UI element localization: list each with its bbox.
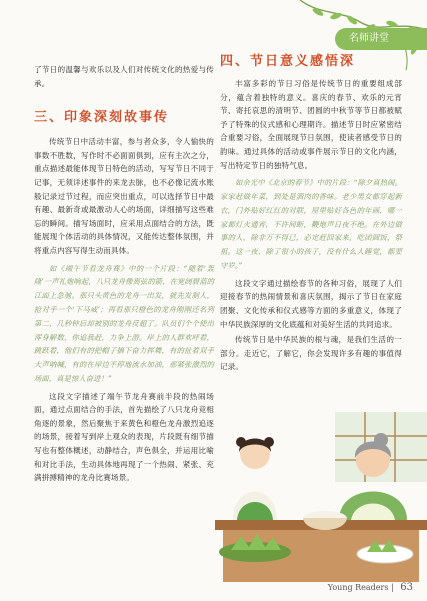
intro-paragraph: 了节日的温馨与欢乐以及人们对传统文化的热爱与传承。 [34,65,214,88]
body-paragraph: 传统节日中活动丰富，参与者众多，令人愉快的事数不胜数，写作时不必面面俱到，应有主次之分，重点描述最能体现节日特色的活动，写写节日不同于记事，无须详述事件的来龙去脉，也不必像记流水账般记录过节过程，而应突出重点，可以选择节日中最有趣、最新奇或最激动人心的场面，详细描写这些难忘的瞬间。描写场面时，应采用点面结合的方法，既能展现个体活动的具体情况，又能传达整体氛围，并将重点内容写得生动而具体。 [34,137,214,255]
quote-paragraph: 如余光中《北京的春节》中的片段：“除夕真热闹。家家赶做年菜，到处是酒肉的香味。老少男女都穿起新衣，门外贴好红红的对联，屋里贴好各色的年画，哪一家都灯火通宵，不许间断，鞭炮声日夜不绝。在外边做事的人，除非万不得已，必定赶回家来，吃团圆饭，祭祖。这一夜，除了很小的孩子，没有什么人睡觉，都要守岁。” [220,178,402,270]
closing-paragraph: 传统节日是中华民族的根与魂，是我们生活的一部分。走近它，了解它，你会发现许多有趣的事值得记录。 [220,335,402,372]
footer-divider: | [391,583,394,592]
section-heading-3: 三、印象深刻故事传 [34,110,170,126]
quote-paragraph: 如《端午节看龙舟赛》中的一个片段：“随着‘轰隆’一声礼炮响起，八只龙舟像离弦的箭，在宽阔碧蓝的江面上急驰。那只头黄色的龙舟一出发，就先发制人，抢对手一个‘下马威’；再看那只橙色的龙舟刚刚还名列第二，几秒钟后却被别的龙舟反超了。队员们个个使出浑身解数，你追我赶，力争上游。岸上的人群欢呼着，跳跃着，他们有的把帽子摘下奋力挥舞，有的扯着双手大声呐喊，有的在岸边不停地流水加油，那紧张激烈的场面，真是惊人奋进！” [34,263,214,383]
left-column [34,0,214,485]
body-paragraph: 丰富多彩的节日习俗是传统节日的重要组成部分，蕴含着独特的意义。喜庆的春节、欢乐的元宵节、寄托哀思的清明节、团圆的中秋节等节日都被赋予了特殊的仪式感和心理期许。描述节日时应紧密结合重要习俗，全面展现节日氛围，使读者感受节日的韵味。通过具体的活动或事件展示节日的文化内涵，写出特定节日的独特气息。 [220,79,402,170]
body-paragraph: 这段文字通过描绘春节的各种习俗，展现了人们迎接春节的热闹情景和喜庆氛围，揭示了节日在家庭团聚、文化传承和仪式感等方面的多重意义，体现了中华民族深厚的文化底蕴和对美好生活的共同追求。 [220,278,402,329]
magazine-name: Young Readers [327,583,389,592]
section-heading-4: 四、节日意义感悟深 [220,54,356,69]
body-paragraph: 这段文字描述了端午节龙舟赛前半段的热闹场面，通过点面结合的手法，首先描绘了八只龙舟竞相角逐的景象，然后聚焦于来黄色和橙色龙舟激烈追逐的场景，接着写到岸上观众的表现，片段既有细节描写也有整体概述，动静结合，声色俱全，并运用比喻和对比手法，生动具体地再现了一个热闹、紧张、充满拼搏精神的龙舟比赛场景。 [34,391,214,483]
right-column [220,0,402,374]
section-badge: 名师讲堂 [335,28,427,50]
page-footer [328,582,413,593]
family-zongzi-illustration [215,412,427,582]
page-number: 63 [400,582,413,593]
